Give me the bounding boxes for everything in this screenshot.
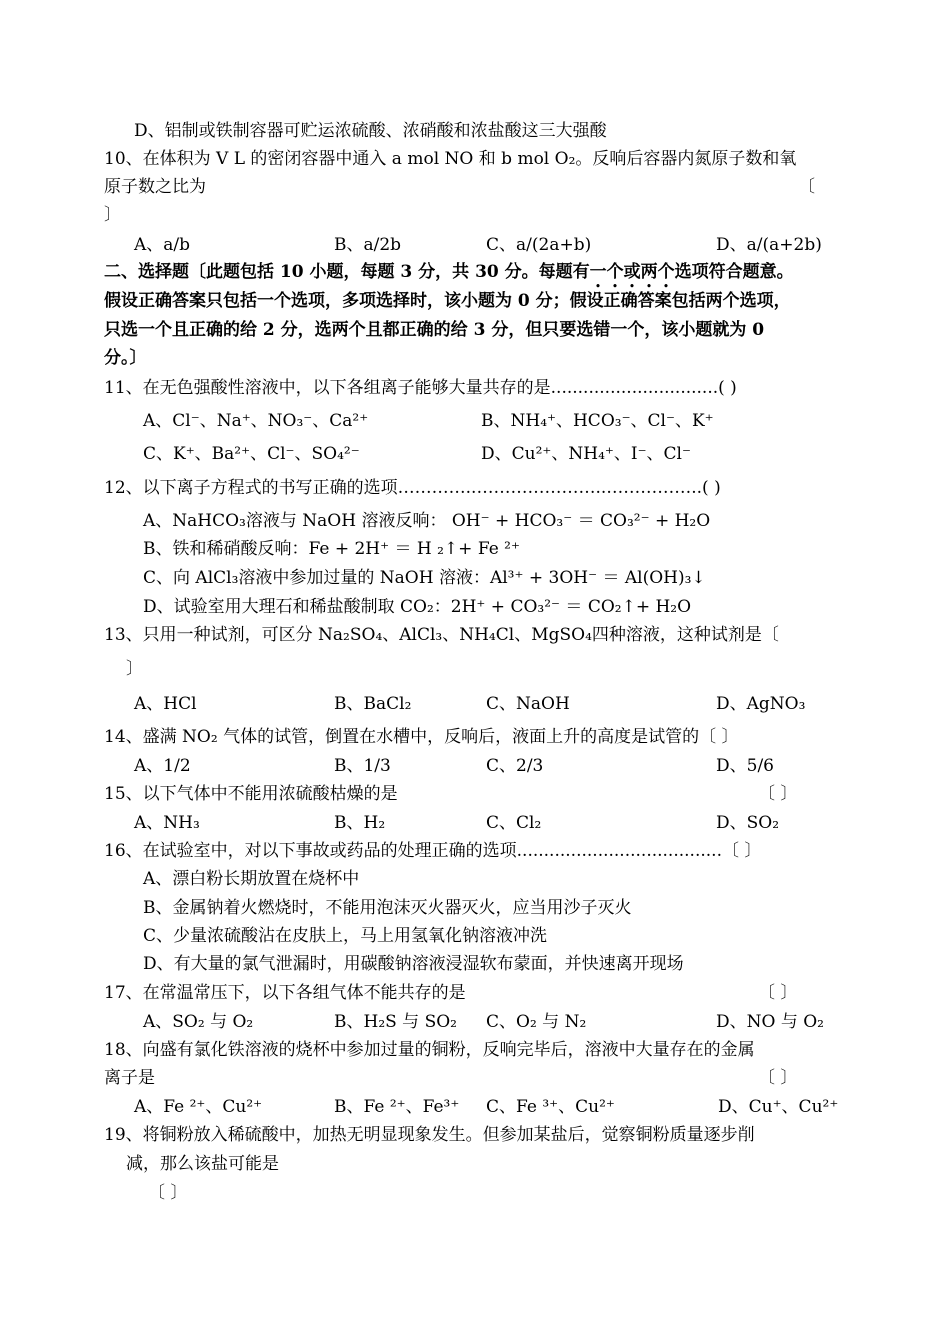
- q17-option-c: C、O₂ 与 N₂: [486, 1012, 587, 1032]
- q10-stem-line1: 10、在体积为 V L 的密闭容器中通入 a mol NO 和 b mol O₂。反响后容器内氮原子数和氧: [104, 149, 797, 169]
- q16-option-a: A、漂白粉长期放置在烧杯中: [143, 869, 360, 889]
- q10-option-b: B、a/2b: [334, 235, 402, 255]
- q12-option-d: D、试验室用大理石和稀盐酸制取 CO₂：2H⁺ + CO₃²⁻ ＝ CO₂↑+ H₂O: [143, 597, 692, 617]
- q13-option-a: A、HCl: [134, 694, 197, 714]
- q10-stem-line2: 原子数之比为: [104, 177, 206, 197]
- q14-option-c: C、2/3: [486, 756, 544, 776]
- section2-line1-start: 二、选择题〔此题包括 10 小题，每题 3 分，共 30 分。每题有: [104, 262, 590, 282]
- section2-instructions-line2: 假设正确答案只包括一个选项，多项选择时，该小题为 0 分；假设正确答案包括两个选项，: [104, 291, 791, 311]
- q12-stem: 12、以下离子方程式的书写正确的选项…………..…………………..……………..( ): [104, 478, 721, 498]
- q16-option-c: C、少量浓硫酸沾在皮肤上，马上用氢氧化钠溶液冲洗: [143, 926, 548, 946]
- q12-option-a: A、NaHCO₃溶液与 NaOH 溶液反响： OH⁻ + HCO₃⁻ ＝ CO₃²⁻ + H₂O: [143, 511, 711, 531]
- q17-option-b: B、H₂S 与 SO₂: [334, 1012, 457, 1032]
- q15-option-d: D、SO₂: [716, 813, 780, 833]
- q11-stem: 11、在无色强酸性溶液中，以下各组离子能够大量共存的是...............................( ): [104, 378, 737, 398]
- q19-stem-line2: 减，那么该盐可能是: [126, 1154, 279, 1174]
- q17-answer-paren: 〔 〕: [758, 983, 798, 1003]
- q14-option-a: A、1/2: [134, 756, 191, 776]
- q15-option-a: A、NH₃: [134, 813, 200, 833]
- q14-option-b: B、1/3: [334, 756, 391, 776]
- q10-option-d: D、a/(a+2b): [716, 235, 822, 255]
- q10-option-a: A、a/b: [134, 235, 191, 255]
- q13-paren-close: 〕: [126, 659, 143, 679]
- q18-option-b: B、Fe ²⁺、Fe³⁺: [334, 1097, 460, 1117]
- section2-instructions-line1: [104, 261, 794, 292]
- q15-answer-paren: 〔 〕: [758, 784, 798, 804]
- q10-answer-paren-close: 〕: [104, 205, 121, 225]
- section2-emphasis: 一个或两个: [589, 262, 675, 282]
- q13-option-b: B、BaCl₂: [334, 694, 412, 714]
- q18-stem-line1: 18、向盛有氯化铁溶液的烧杯中参加过量的铜粉，反响完毕后，溶液中大量存在的金属: [104, 1040, 755, 1060]
- q19-answer-paren: 〔 〕: [148, 1183, 188, 1203]
- q14-option-d: D、5/6: [716, 756, 774, 776]
- q18-stem-line2: 离子是: [104, 1068, 155, 1088]
- q16-option-b: B、金属钠着火燃烧时，不能用泡沫灭火器灭火，应当用沙子灭火: [143, 898, 632, 918]
- q15-stem: 15、以下气体中不能用浓硫酸枯燥的是: [104, 784, 398, 804]
- q18-option-a: A、Fe ²⁺、Cu²⁺: [134, 1097, 263, 1117]
- q15-option-c: C、Cl₂: [486, 813, 542, 833]
- q19-stem-line1: 19、将铜粉放入稀硫酸中，加热无明显现象发生。但参加某盐后，觉察铜粉质量逐步削: [104, 1125, 755, 1145]
- q12-option-b: B、铁和稀硝酸反响：Fe + 2H⁺ ＝ H ₂↑+ Fe ²⁺: [143, 539, 520, 559]
- q12-option-c: C、向 AlCl₃溶液中参加过量的 NaOH 溶液：Al³⁺ + 3OH⁻ ＝ Al(OH)₃↓: [143, 568, 706, 588]
- q11-option-d: D、Cu²⁺、NH₄⁺、I⁻、Cl⁻: [481, 444, 691, 464]
- q10-option-c: C、a/(2a+b): [486, 235, 592, 255]
- q17-stem: 17、在常温常压下，以下各组气体不能共存的是: [104, 983, 466, 1003]
- q16-stem: 16、在试验室中，对以下事故或药品的处理正确的选项......................................〔 〕: [104, 841, 762, 861]
- section2-line1-end: 选项符合题意。: [674, 262, 794, 282]
- q11-option-c: C、K⁺、Ba²⁺、Cl⁻、SO₄²⁻: [143, 444, 360, 464]
- q18-option-c: C、Fe ³⁺、Cu²⁺: [486, 1097, 615, 1117]
- section2-instructions-line4: 分。〕: [104, 348, 147, 368]
- q11-option-a: A、Cl⁻、Na⁺、NO₃⁻、Ca²⁺: [143, 411, 369, 431]
- q9-option-d: D、铝制或铁制容器可贮运浓硫酸、浓硝酸和浓盐酸这三大强酸: [134, 121, 607, 141]
- q10-answer-paren-open: 〔: [798, 177, 815, 197]
- q14-stem: 14、盛满 NO₂ 气体的试管，倒置在水槽中，反响后，液面上升的高度是试管的〔 〕: [104, 727, 739, 747]
- q17-option-a: A、SO₂ 与 O₂: [143, 1012, 254, 1032]
- q16-option-d: D、有大量的氯气泄漏时，用碳酸钠溶液浸湿软布蒙面，并快速离开现场: [143, 954, 684, 974]
- q15-option-b: B、H₂: [334, 813, 386, 833]
- q17-option-d: D、NO 与 O₂: [716, 1012, 825, 1032]
- q11-option-b: B、NH₄⁺、HCO₃⁻、Cl⁻、K⁺: [481, 411, 714, 431]
- section2-instructions-line3: 只选一个且正确的给 2 分，选两个且都正确的给 3 分，但只要选错一个，该小题就为 0: [104, 320, 765, 340]
- q18-option-d: D、Cu⁺、Cu²⁺: [718, 1097, 839, 1117]
- q13-stem-line1: 13、只用一种试剂，可区分 Na₂SO₄、AlCl₃、NH₄Cl、MgSO₄四种溶液，这种试剂是〔: [104, 625, 779, 645]
- q13-option-d: D、AgNO₃: [716, 694, 806, 714]
- q18-answer-paren: 〔 〕: [758, 1068, 798, 1088]
- q13-option-c: C、NaOH: [486, 694, 570, 714]
